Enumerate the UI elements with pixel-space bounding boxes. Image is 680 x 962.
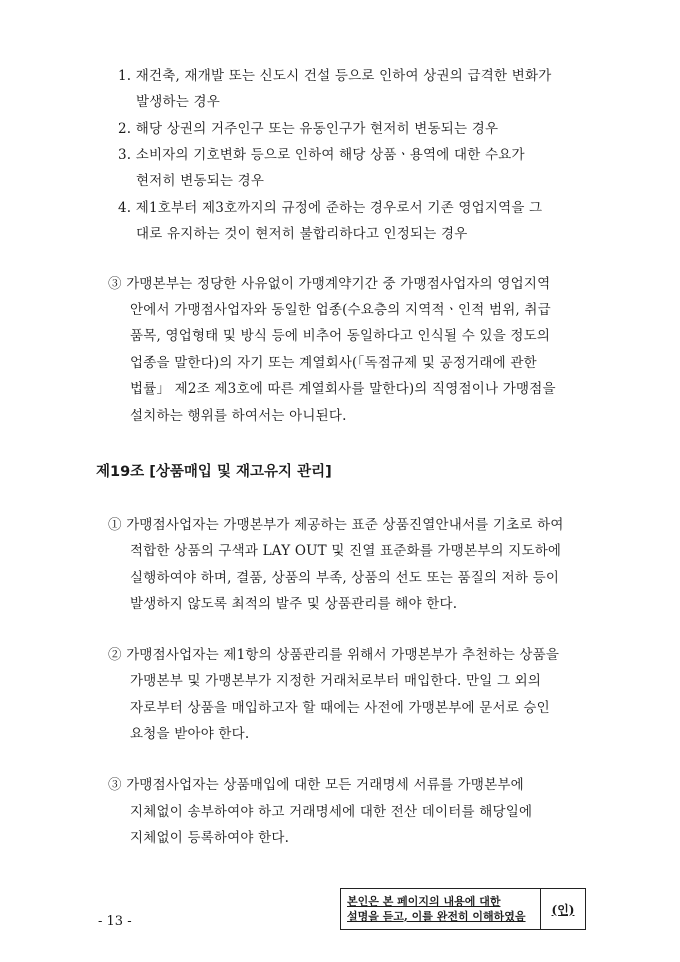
list-item-4-line-1: 4. 제1호부터 제3호까지의 규정에 준하는 경우로서 기존 영업지역을 그 <box>118 200 543 216</box>
confirmation-text <box>341 889 541 929</box>
seal-field[interactable] <box>541 889 585 929</box>
seal-label: (인) <box>551 902 575 917</box>
art19-p3-line-3: 지체없이 등록하여야 한다. <box>130 830 290 846</box>
list-item-3-line-1: 3. 소비자의 기호변화 등으로 인하여 해당 상품ㆍ용역에 대한 수요가 <box>118 147 525 163</box>
para3-line-3: 품목, 영업형태 및 방식 등에 비추어 동일하다고 인식될 수 있을 정도의 <box>130 328 551 344</box>
art19-p3-line-2: 지체없이 송부하여야 하고 거래명세에 대한 전산 데이터를 해당일에 <box>130 804 533 820</box>
art19-p1-line-3: 실행하여야 하며, 결품, 상품의 부족, 상품의 선도 또는 품질의 저하 등이 <box>130 570 560 586</box>
para3-line-1: ③ 가맹본부는 정당한 사유없이 가맹계약기간 중 가맹점사업자의 영업지역 <box>108 276 551 292</box>
art19-p2-line-1: ② 가맹점사업자는 제1항의 상품관리를 위해서 가맹본부가 추천하는 상품을 <box>108 647 560 663</box>
list-item-4-line-2: 대로 유지하는 것이 현저히 불합리하다고 인정되는 경우 <box>136 226 468 242</box>
list-item-1-line-1: 1. 재건축, 재개발 또는 신도시 건설 등으로 인하여 상권의 급격한 변화가 <box>118 68 552 84</box>
confirmation-line-1: 본인은 본 페이지의 내용에 대한 <box>347 895 501 908</box>
para3-line-6: 설치하는 행위를 하여서는 아니된다. <box>130 408 347 424</box>
list-item-3-line-2: 현저히 변동되는 경우 <box>136 173 265 189</box>
page-number: - 13 - <box>98 914 132 929</box>
art19-p1-line-4: 발생하지 않도록 최적의 발주 및 상품관리를 해야 한다. <box>130 596 458 612</box>
article-19-title: 제19조 [상품매입 및 재고유지 관리] <box>96 464 332 480</box>
art19-p1-line-1: ① 가맹점사업자는 가맹본부가 제공하는 표준 상품진열안내서를 기초로 하여 <box>108 517 564 533</box>
list-item-1-line-2: 발생하는 경우 <box>136 94 220 110</box>
art19-p3-line-1: ③ 가맹점사업자는 상품매입에 대한 모든 거래명세 서류를 가맹본부에 <box>108 777 524 793</box>
art19-p2-line-2: 가맹본부 및 가맹본부가 지정한 거래처로부터 매입한다. 만일 그 외의 <box>130 673 542 689</box>
para3-line-5: 법률」 제2조 제3호에 따른 계열회사를 말한다)의 직영점이나 가맹점을 <box>130 381 556 397</box>
confirmation-box <box>340 888 586 930</box>
list-item-2-line-1: 2. 해당 상권의 거주인구 또는 유동인구가 현저히 변동되는 경우 <box>118 121 499 137</box>
confirmation-line-2: 설명을 듣고, 이를 완전히 이해하였음 <box>347 910 526 923</box>
art19-p2-line-4: 요청을 받아야 한다. <box>130 726 250 742</box>
art19-p1-line-2: 적합한 상품의 구색과 LAY OUT 및 진열 표준화를 가맹본부의 지도하에 <box>130 543 562 559</box>
art19-p2-line-3: 자로부터 상품을 매입하고자 할 때에는 사전에 가맹본부에 문서로 승인 <box>130 700 550 716</box>
para3-line-4: 업종을 말한다)의 자기 또는 계열회사(「독점규제 및 공정거래에 관한 <box>130 355 537 371</box>
para3-line-2: 안에서 가맹점사업자와 동일한 업종(수요층의 지역적ㆍ인적 범위, 취급 <box>130 302 551 318</box>
